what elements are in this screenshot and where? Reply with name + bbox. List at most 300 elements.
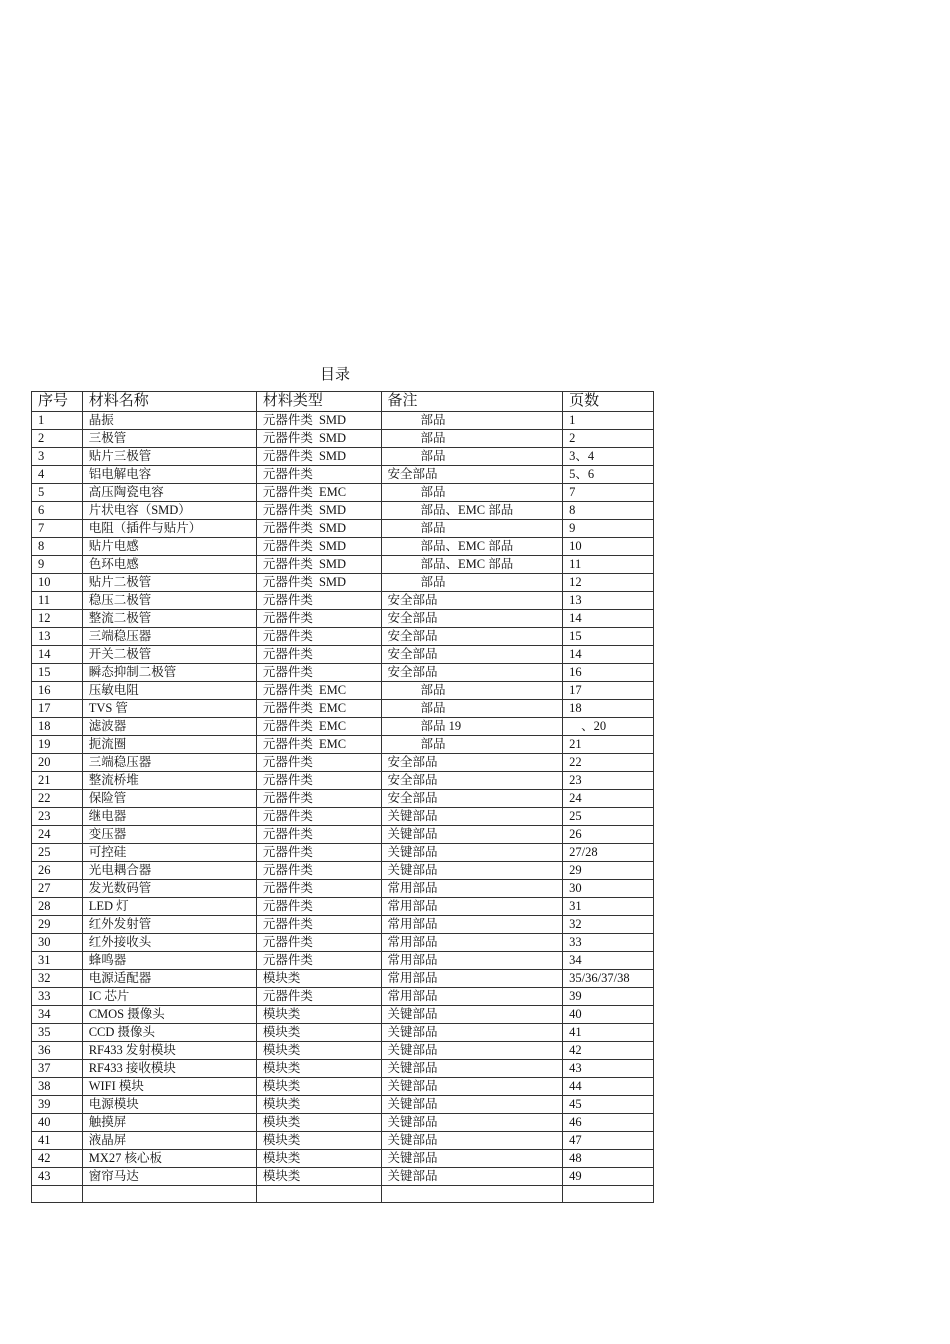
header-remark: 备注: [381, 392, 563, 412]
cell-page: 40: [563, 1006, 654, 1024]
cell-name: 开关二极管: [82, 646, 256, 664]
cell-remark: 安全部品: [381, 466, 563, 484]
cell-type-sub: SMD: [318, 413, 347, 427]
cell-no: 35: [32, 1024, 83, 1042]
cell-type-label: 元器件类: [262, 881, 313, 895]
cell-no: 22: [32, 790, 83, 808]
cell-remark: 部品: [381, 520, 563, 538]
table-row: [32, 988, 654, 1006]
cell-no: 40: [32, 1114, 83, 1132]
table-row: [32, 484, 654, 502]
cell-name: RF433 接收模块: [82, 1060, 256, 1078]
cell-no: 13: [32, 628, 83, 646]
table-row: [32, 1078, 654, 1096]
cell-remark: 关键部品: [381, 1114, 563, 1132]
cell-type-label: 模块类: [262, 1025, 301, 1039]
table-row: [32, 1024, 654, 1042]
cell-type-sub: SMD: [318, 521, 347, 535]
table-row: [32, 538, 654, 556]
cell-type-label: 元器件类: [262, 557, 313, 571]
table-row: [32, 916, 654, 934]
cell-remark: 关键部品: [381, 808, 563, 826]
cell-type: [256, 466, 381, 484]
cell-name: 继电器: [82, 808, 256, 826]
cell-remark: 安全部品: [381, 664, 563, 682]
cell-type-sub: EMC: [318, 701, 347, 715]
cell-page: 13: [563, 592, 654, 610]
cell-type: [256, 484, 381, 502]
cell-page: 14: [563, 610, 654, 628]
cell-type-label: 模块类: [262, 1097, 301, 1111]
cell-remark: 关键部品: [381, 1024, 563, 1042]
table-row: [32, 1114, 654, 1132]
cell-no: 16: [32, 682, 83, 700]
cell-remark: 关键部品: [381, 862, 563, 880]
cell-type-label: 元器件类: [262, 953, 313, 967]
cell-remark: 部品、EMC 部品: [381, 556, 563, 574]
cell-remark: 关键部品: [381, 1150, 563, 1168]
cell-remark: 常用部品: [381, 880, 563, 898]
cell-no: 25: [32, 844, 83, 862]
table-row: [32, 790, 654, 808]
page-title: 目录: [320, 367, 351, 383]
cell-name: 整流桥堆: [82, 772, 256, 790]
table-padding-row: [32, 1186, 654, 1203]
cell-name: IC 芯片: [82, 988, 256, 1006]
cell-name: 贴片三极管: [82, 448, 256, 466]
cell-remark: 常用部品: [381, 916, 563, 934]
cell-no: 5: [32, 484, 83, 502]
header-no: 序号: [32, 392, 83, 412]
cell-type: [256, 1024, 381, 1042]
cell-name: 扼流圈: [82, 736, 256, 754]
cell-page: 5、6: [563, 466, 654, 484]
cell-page: 1: [563, 412, 654, 430]
cell-no: 19: [32, 736, 83, 754]
cell-type-label: 元器件类: [262, 773, 313, 787]
cell-type-label: 元器件类: [262, 755, 313, 769]
table-row: [32, 880, 654, 898]
cell-name: MX27 核心板: [82, 1150, 256, 1168]
cell-type: [256, 628, 381, 646]
cell-page: 31: [563, 898, 654, 916]
cell-type: [256, 430, 381, 448]
cell-type: [256, 898, 381, 916]
cell-name: 铝电解电容: [82, 466, 256, 484]
cell-type-label: 元器件类: [262, 413, 313, 427]
cell-page: 22: [563, 754, 654, 772]
cell-type-label: 元器件类: [262, 611, 313, 625]
cell-remark: 安全部品: [381, 754, 563, 772]
cell-type-label: 模块类: [262, 1061, 301, 1075]
cell-type-sub: SMD: [318, 431, 347, 445]
table-row: [32, 736, 654, 754]
cell-remark: 部品: [381, 682, 563, 700]
cell-page: 48: [563, 1150, 654, 1168]
cell-no: 12: [32, 610, 83, 628]
table-row: [32, 862, 654, 880]
cell-type: [256, 772, 381, 790]
cell-no: 28: [32, 898, 83, 916]
cell-type-label: 元器件类: [262, 629, 313, 643]
table-row: [32, 952, 654, 970]
cell-no: 26: [32, 862, 83, 880]
table-row: [32, 646, 654, 664]
cell-name: 红外接收头: [82, 934, 256, 952]
cell-type-label: 元器件类: [262, 539, 313, 553]
cell-remark: 关键部品: [381, 1132, 563, 1150]
cell-type-label: 元器件类: [262, 935, 313, 949]
cell-no: 8: [32, 538, 83, 556]
cell-type: [256, 1006, 381, 1024]
cell-remark: 关键部品: [381, 826, 563, 844]
cell-type: [256, 1150, 381, 1168]
cell-name: CCD 摄像头: [82, 1024, 256, 1042]
cell-type: [256, 826, 381, 844]
cell-type-sub: SMD: [318, 575, 347, 589]
cell-remark: 关键部品: [381, 1078, 563, 1096]
table-row: [32, 1042, 654, 1060]
cell-type-sub: EMC: [318, 719, 347, 733]
cell-remark: 常用部品: [381, 970, 563, 988]
cell-type: [256, 538, 381, 556]
cell-type-sub: EMC: [318, 737, 347, 751]
cell-name: 红外发射管: [82, 916, 256, 934]
cell-page: 14: [563, 646, 654, 664]
cell-no: 6: [32, 502, 83, 520]
cell-type-label: 元器件类: [262, 665, 313, 679]
cell-remark: 部品: [381, 412, 563, 430]
cell-no: 43: [32, 1168, 83, 1186]
cell-type: [256, 682, 381, 700]
cell-type: [256, 1078, 381, 1096]
cell-no: 31: [32, 952, 83, 970]
cell-type: [256, 1096, 381, 1114]
cell-type: [256, 700, 381, 718]
cell-page: 26: [563, 826, 654, 844]
cell-no: 18: [32, 718, 83, 736]
cell-page: 11: [563, 556, 654, 574]
cell-no: 23: [32, 808, 83, 826]
cell-remark: 部品: [381, 484, 563, 502]
cell-name: 保险管: [82, 790, 256, 808]
cell-no: 21: [32, 772, 83, 790]
cell-no: 1: [32, 412, 83, 430]
cell-no: 39: [32, 1096, 83, 1114]
cell-name: 电阻（插件与贴片）: [82, 520, 256, 538]
cell-type: [256, 556, 381, 574]
cell-remark: 部品、EMC 部品: [381, 502, 563, 520]
cell-type-label: 元器件类: [262, 575, 313, 589]
cell-no: 2: [32, 430, 83, 448]
cell-no: 9: [32, 556, 83, 574]
cell-type-sub: EMC: [318, 683, 347, 697]
cell-type-label: 元器件类: [262, 719, 313, 733]
cell-remark: 安全部品: [381, 646, 563, 664]
table-row: [32, 718, 654, 736]
cell-name: WIFI 模块: [82, 1078, 256, 1096]
cell-page: 29: [563, 862, 654, 880]
cell-type-label: 模块类: [262, 1079, 301, 1093]
cell-page: 27/28: [563, 844, 654, 862]
cell-page: 9: [563, 520, 654, 538]
cell-remark: 部品: [381, 736, 563, 754]
cell-page: 47: [563, 1132, 654, 1150]
cell-remark: 关键部品: [381, 1006, 563, 1024]
cell-type: [256, 412, 381, 430]
cell-name: 三端稳压器: [82, 754, 256, 772]
table-row: [32, 772, 654, 790]
cell-name: 整流二极管: [82, 610, 256, 628]
cell-remark: 常用部品: [381, 988, 563, 1006]
cell-no: 4: [32, 466, 83, 484]
cell-name: 蜂鸣器: [82, 952, 256, 970]
cell-type-label: 元器件类: [262, 503, 313, 517]
empty-cell: [563, 1186, 654, 1203]
cell-no: 37: [32, 1060, 83, 1078]
cell-page: 32: [563, 916, 654, 934]
cell-remark: 关键部品: [381, 1060, 563, 1078]
cell-name: 色环电感: [82, 556, 256, 574]
cell-type: [256, 448, 381, 466]
cell-remark: 安全部品: [381, 790, 563, 808]
header-name: 材料名称: [82, 392, 256, 412]
cell-no: 11: [32, 592, 83, 610]
cell-remark: 关键部品: [381, 1168, 563, 1186]
empty-cell: [82, 1186, 256, 1203]
cell-type-label: 模块类: [262, 971, 301, 985]
cell-page: 23: [563, 772, 654, 790]
cell-type: [256, 646, 381, 664]
cell-remark: 部品: [381, 448, 563, 466]
table-row: [32, 826, 654, 844]
cell-page: 3、4: [563, 448, 654, 466]
cell-type-label: 元器件类: [262, 989, 313, 1003]
cell-page: 15: [563, 628, 654, 646]
cell-no: 24: [32, 826, 83, 844]
table-row: [32, 1060, 654, 1078]
cell-no: 10: [32, 574, 83, 592]
cell-type: [256, 718, 381, 736]
cell-remark: 部品: [381, 700, 563, 718]
table-body: [32, 412, 654, 1203]
cell-type-label: 元器件类: [262, 899, 313, 913]
cell-no: 14: [32, 646, 83, 664]
cell-remark: 关键部品: [381, 844, 563, 862]
cell-no: 33: [32, 988, 83, 1006]
cell-type-label: 模块类: [262, 1169, 301, 1183]
cell-name: CMOS 摄像头: [82, 1006, 256, 1024]
cell-remark: 安全部品: [381, 610, 563, 628]
cell-name: 光电耦合器: [82, 862, 256, 880]
cell-name: 片状电容（SMD）: [82, 502, 256, 520]
cell-type-label: 元器件类: [262, 737, 313, 751]
cell-remark: 关键部品: [381, 1042, 563, 1060]
cell-type: [256, 880, 381, 898]
cell-type: [256, 952, 381, 970]
cell-type: [256, 1132, 381, 1150]
cell-page: 16: [563, 664, 654, 682]
cell-type: [256, 970, 381, 988]
table-row: [32, 556, 654, 574]
table-row: [32, 1096, 654, 1114]
cell-type-sub: SMD: [318, 557, 347, 571]
cell-type: [256, 520, 381, 538]
cell-page: 、20: [563, 718, 654, 736]
cell-name: 电源模块: [82, 1096, 256, 1114]
cell-remark: 安全部品: [381, 628, 563, 646]
toc-table: [31, 391, 654, 1203]
cell-remark: 安全部品: [381, 592, 563, 610]
table-row: [32, 1006, 654, 1024]
cell-page: 49: [563, 1168, 654, 1186]
cell-name: 贴片二极管: [82, 574, 256, 592]
cell-type-label: 模块类: [262, 1043, 301, 1057]
cell-no: 29: [32, 916, 83, 934]
cell-type: [256, 862, 381, 880]
empty-cell: [381, 1186, 563, 1203]
table-row: [32, 970, 654, 988]
cell-page: 46: [563, 1114, 654, 1132]
table-row: [32, 844, 654, 862]
cell-remark: 部品: [381, 574, 563, 592]
cell-type-label: 元器件类: [262, 467, 313, 481]
cell-page: 43: [563, 1060, 654, 1078]
table-row: [32, 448, 654, 466]
cell-remark: 关键部品: [381, 1096, 563, 1114]
table-row: [32, 1150, 654, 1168]
cell-page: 35/36/37/38: [563, 970, 654, 988]
cell-type-label: 元器件类: [262, 485, 313, 499]
cell-no: 3: [32, 448, 83, 466]
table-row: [32, 664, 654, 682]
cell-type-label: 元器件类: [262, 845, 313, 859]
cell-type: [256, 934, 381, 952]
cell-name: 变压器: [82, 826, 256, 844]
table-row: [32, 934, 654, 952]
cell-name: 滤波器: [82, 718, 256, 736]
cell-name: 瞬态抑制二极管: [82, 664, 256, 682]
table-row: [32, 1132, 654, 1150]
cell-page: 2: [563, 430, 654, 448]
cell-type: [256, 1042, 381, 1060]
cell-type-label: 元器件类: [262, 917, 313, 931]
cell-type: [256, 844, 381, 862]
cell-type-label: 元器件类: [262, 827, 313, 841]
cell-remark: 部品、EMC 部品: [381, 538, 563, 556]
cell-type-sub: SMD: [318, 449, 347, 463]
cell-type-sub: SMD: [318, 539, 347, 553]
table-row: [32, 898, 654, 916]
cell-name: 压敏电阻: [82, 682, 256, 700]
cell-type: [256, 988, 381, 1006]
cell-type: [256, 1114, 381, 1132]
table-row: [32, 610, 654, 628]
cell-name: TVS 管: [82, 700, 256, 718]
cell-name: 三极管: [82, 430, 256, 448]
cell-page: 17: [563, 682, 654, 700]
table-row: [32, 412, 654, 430]
cell-type-label: 模块类: [262, 1007, 301, 1021]
cell-remark: 常用部品: [381, 952, 563, 970]
cell-type: [256, 916, 381, 934]
cell-name: 可控硅: [82, 844, 256, 862]
cell-type: [256, 790, 381, 808]
cell-type-label: 元器件类: [262, 521, 313, 535]
cell-name: 三端稳压器: [82, 628, 256, 646]
cell-type: [256, 502, 381, 520]
cell-page: 42: [563, 1042, 654, 1060]
cell-no: 30: [32, 934, 83, 952]
cell-page: 45: [563, 1096, 654, 1114]
table-row: [32, 466, 654, 484]
cell-remark: 常用部品: [381, 898, 563, 916]
cell-page: 8: [563, 502, 654, 520]
cell-page: 44: [563, 1078, 654, 1096]
cell-name: 窗帘马达: [82, 1168, 256, 1186]
table-row: [32, 502, 654, 520]
cell-no: 20: [32, 754, 83, 772]
cell-type-sub: SMD: [318, 503, 347, 517]
table-row: [32, 682, 654, 700]
cell-page: 10: [563, 538, 654, 556]
cell-page: 25: [563, 808, 654, 826]
cell-type-label: 元器件类: [262, 431, 313, 445]
cell-type-label: 元器件类: [262, 701, 313, 715]
cell-name: 触摸屏: [82, 1114, 256, 1132]
cell-no: 38: [32, 1078, 83, 1096]
cell-page: 21: [563, 736, 654, 754]
cell-remark: 部品: [381, 430, 563, 448]
table-header-row: [32, 392, 654, 412]
table-row: [32, 754, 654, 772]
cell-page: 33: [563, 934, 654, 952]
cell-type-label: 元器件类: [262, 791, 313, 805]
cell-remark: 安全部品: [381, 772, 563, 790]
cell-name: 晶振: [82, 412, 256, 430]
table-row: [32, 592, 654, 610]
cell-name: 发光数码管: [82, 880, 256, 898]
empty-cell: [256, 1186, 381, 1203]
table-row: [32, 808, 654, 826]
cell-type: [256, 736, 381, 754]
cell-no: 36: [32, 1042, 83, 1060]
table-row: [32, 700, 654, 718]
cell-type: [256, 574, 381, 592]
cell-type: [256, 664, 381, 682]
cell-page: 39: [563, 988, 654, 1006]
cell-page: 41: [563, 1024, 654, 1042]
cell-type-label: 元器件类: [262, 683, 313, 697]
cell-page: 30: [563, 880, 654, 898]
cell-remark: 常用部品: [381, 934, 563, 952]
table-row: [32, 628, 654, 646]
cell-type-label: 元器件类: [262, 449, 313, 463]
cell-no: 15: [32, 664, 83, 682]
cell-type-label: 模块类: [262, 1133, 301, 1147]
cell-type: [256, 1168, 381, 1186]
cell-no: 34: [32, 1006, 83, 1024]
cell-name: 电源适配器: [82, 970, 256, 988]
cell-no: 27: [32, 880, 83, 898]
cell-type-label: 元器件类: [262, 647, 313, 661]
cell-no: 32: [32, 970, 83, 988]
cell-type-sub: EMC: [318, 485, 347, 499]
cell-type: [256, 1060, 381, 1078]
cell-page: 24: [563, 790, 654, 808]
cell-name: RF433 发射模块: [82, 1042, 256, 1060]
cell-type-label: 元器件类: [262, 809, 313, 823]
